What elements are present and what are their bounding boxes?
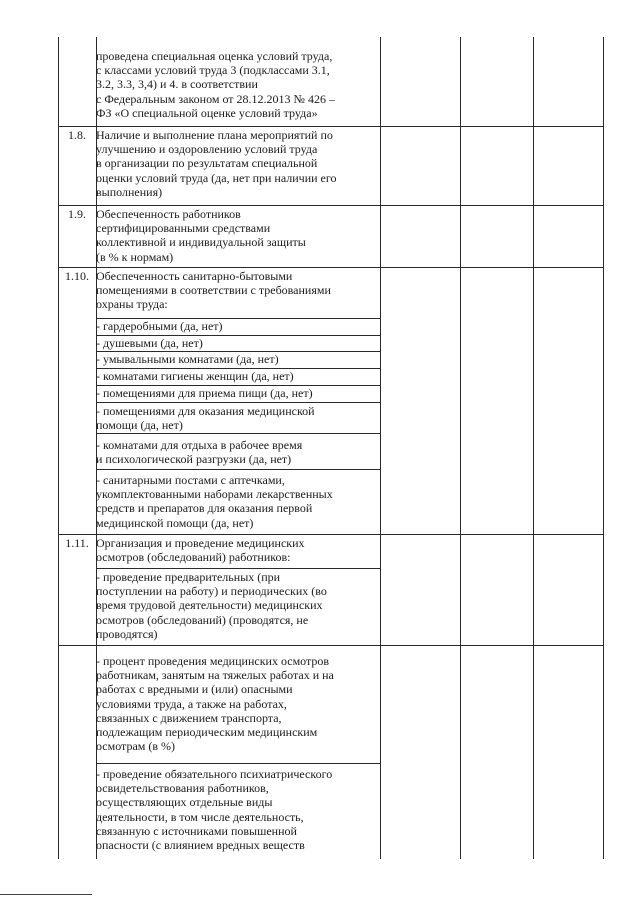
row-text: - гардеробными (да, нет) bbox=[96, 319, 223, 333]
subrow-border bbox=[96, 469, 380, 470]
row-text: - помещениями для оказания медицинской помощи (да, нет) bbox=[96, 404, 315, 433]
row-border bbox=[58, 205, 604, 206]
subrow-border bbox=[96, 433, 380, 434]
column-divider-value-1 bbox=[460, 37, 461, 859]
row-text: - душевыми (да, нет) bbox=[96, 336, 203, 350]
row-text: Обеспеченность санитарно-бытовыми помещениями в соответствии с требованиями охраны труда: bbox=[96, 269, 331, 312]
row-text: - санитарными постами с аптечками, укомплектованными наборами лекарственных средств и препаратов для оказания первой медицинской помощи (да, нет) bbox=[96, 473, 333, 530]
row-border bbox=[58, 267, 604, 268]
row-text: - процент проведения медицинских осмотров работникам, занятым на тяжелых работах и на работах с вредными и (или) опасными условиями труда, а также на работах, связанных с движением транспорта, подлежащим периодическим медицинским осмотрам (в %) bbox=[96, 654, 334, 754]
column-divider-text bbox=[380, 37, 381, 859]
row-border bbox=[58, 126, 604, 127]
row-text: - проведение предварительных (при поступлении на работу) и периодических (во время трудовой деятельности) медицинских осмотров (обследований) (проводятся, не проводятся) bbox=[96, 570, 327, 641]
table-border-left bbox=[58, 37, 59, 859]
subrow-border bbox=[96, 568, 380, 569]
row-text: Наличие и выполнение плана мероприятий по улучшению и оздоровлению условий труда в организации по результатам специальной оценки условий труда (да, нет при наличии его выполнения) bbox=[96, 128, 337, 199]
row-number: 1.9. bbox=[68, 207, 86, 221]
row-text: - комнатами гигиены женщин (да, нет) bbox=[96, 369, 294, 383]
subrow-border bbox=[96, 763, 380, 764]
row-text: - умывальными комнатами (да, нет) bbox=[96, 352, 279, 366]
row-number: 1.11. bbox=[65, 536, 89, 550]
row-text: проведена специальная оценка условий труда, с классами условий труда 3 (подклассами 3.1, 3.2, 3.3, 3,4) и 4. в соответствии с Федеральным законом от 28.12.2013 № 426 – ФЗ «О специальной оценке условий труда» bbox=[96, 49, 335, 120]
table-border-right bbox=[603, 37, 604, 859]
column-divider-value-2 bbox=[533, 37, 534, 859]
row-text: Организация и проведение медицинских осмотров (обследований) работников: bbox=[96, 536, 305, 565]
row-number: 1.10. bbox=[65, 269, 89, 283]
row-text: Обеспеченность работников сертифицированными средствами коллективной и индивидуальной защиты (в % к нормам) bbox=[96, 207, 306, 264]
row-text: - проведение обязательного психиатрического освидетельствования работников, осуществляющих отдельные виды деятельности, в том числе деятельность, связанную с источниками повышенной опасности (с влиянием вредных веществ bbox=[96, 767, 333, 853]
row-border bbox=[58, 534, 604, 535]
subrow-border bbox=[96, 402, 380, 403]
row-text: - помещениями для приема пищи (да, нет) bbox=[96, 386, 313, 400]
footnote-separator bbox=[0, 894, 92, 895]
row-number: 1.8. bbox=[68, 128, 86, 142]
row-border bbox=[58, 645, 604, 646]
row-text: - комнатами для отдыха в рабочее время и психологической разгрузки (да, нет) bbox=[96, 438, 303, 467]
